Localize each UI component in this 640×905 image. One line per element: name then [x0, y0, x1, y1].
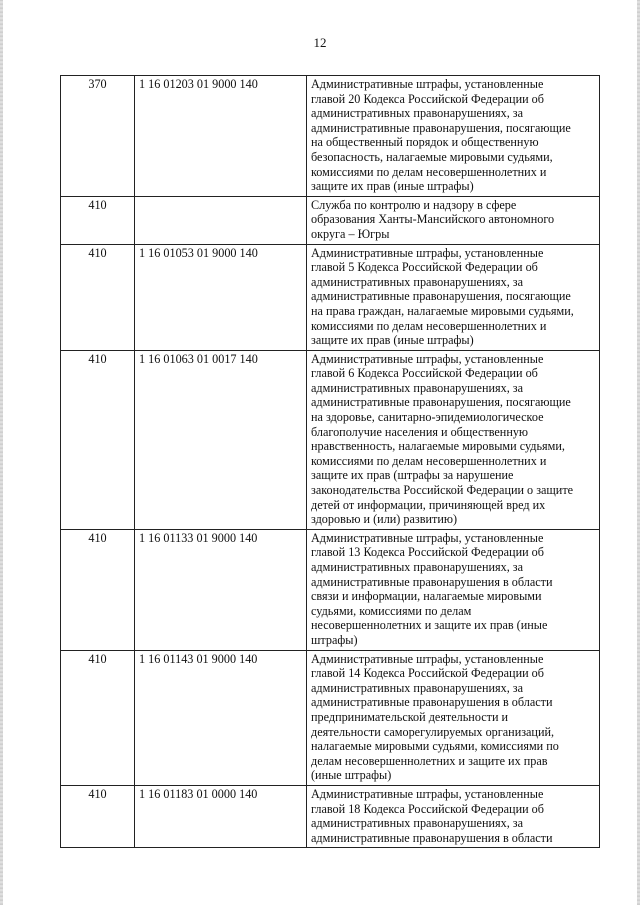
description-cell — [307, 785, 600, 847]
table-row — [61, 529, 600, 650]
description-cell — [307, 350, 600, 529]
admin-code-cell: 410 — [61, 196, 135, 244]
description-cell — [307, 529, 600, 650]
description-text: Служба по контролю и надзору в сфере образования Ханты-Мансийского автономного округа – Югры — [311, 197, 555, 241]
description-text: Административные штрафы, установленные главой 18 Кодекса Российской Федерации об административных правонарушениях, за административные правонарушения в области — [311, 786, 553, 845]
description-text: Административные штрафы, установленные главой 5 Кодекса Российской Федерации об административных правонарушениях, за административные правонарушения, посягающие на права граждан, налагаемые мировыми судьями, комиссиями по делам несовершеннолетних и защите их прав (иные штрафы) — [311, 245, 574, 348]
admin-code-cell: 410 — [61, 244, 135, 350]
description-text: Административные штрафы, установленные главой 14 Кодекса Российской Федерации об административных правонарушениях, за административные правонарушения в области предпринимательской деятельности и деятельности саморегулируемых организаций, налагаемые мировыми судьями, комиссиями по делам несовершеннолетних и защите их прав (иные штрафы) — [311, 651, 559, 783]
table-row — [61, 76, 600, 197]
table-row — [61, 350, 600, 529]
admin-code-cell: 370 — [61, 76, 135, 197]
kbk-code-cell: 1 16 01053 01 9000 140 — [135, 244, 307, 350]
table-row — [61, 650, 600, 785]
table-row — [61, 244, 600, 350]
admin-code-cell: 410 — [61, 650, 135, 785]
page-number: 12 — [313, 35, 327, 50]
description-cell — [307, 650, 600, 785]
description-cell — [307, 76, 600, 197]
description-cell — [307, 196, 600, 244]
kbk-code-cell: 1 16 01183 01 0000 140 — [135, 785, 307, 847]
kbk-code-cell — [135, 196, 307, 244]
admin-code-cell: 410 — [61, 350, 135, 529]
description-cell — [307, 244, 600, 350]
kbk-code-cell: 1 16 01063 01 0017 140 — [135, 350, 307, 529]
document-table — [60, 75, 600, 848]
description-text: Административные штрафы, установленные главой 13 Кодекса Российской Федерации об административных правонарушениях, за административные правонарушения в области связи и информации, налагаемые мировыми судьями, комиссиями по делам несовершеннолетних и защите их прав (иные штрафы) — [311, 530, 553, 647]
scan-edge-left — [0, 0, 3, 905]
description-text: Административные штрафы, установленные главой 20 Кодекса Российской Федерации об административных правонарушениях, за административные правонарушения, посягающие на общественный порядок и общественную безопасность, налагаемые мировыми судьями, комиссиями по делам несовершеннолетних и защите их прав (иные штрафы) — [311, 77, 571, 194]
table-row — [61, 785, 600, 847]
admin-code-cell: 410 — [61, 785, 135, 847]
table-row — [61, 196, 600, 244]
admin-code-cell: 410 — [61, 529, 135, 650]
description-text: Административные штрафы, установленные главой 6 Кодекса Российской Федерации об административных правонарушениях, за административные правонарушения, посягающие на здоровье, санитарно-эпидемиологическое благополучие населения и общественную нравственность, налагаемые мировыми судьями, комиссиями по делам несовершеннолетних и защите их прав (штрафы за нарушение законодательства Российской Федерации о защите детей от информации, причиняющей вред их здоровью и (или) развитию) — [311, 351, 574, 527]
kbk-code-cell: 1 16 01133 01 9000 140 — [135, 529, 307, 650]
kbk-code-cell: 1 16 01203 01 9000 140 — [135, 76, 307, 197]
kbk-code-cell: 1 16 01143 01 9000 140 — [135, 650, 307, 785]
